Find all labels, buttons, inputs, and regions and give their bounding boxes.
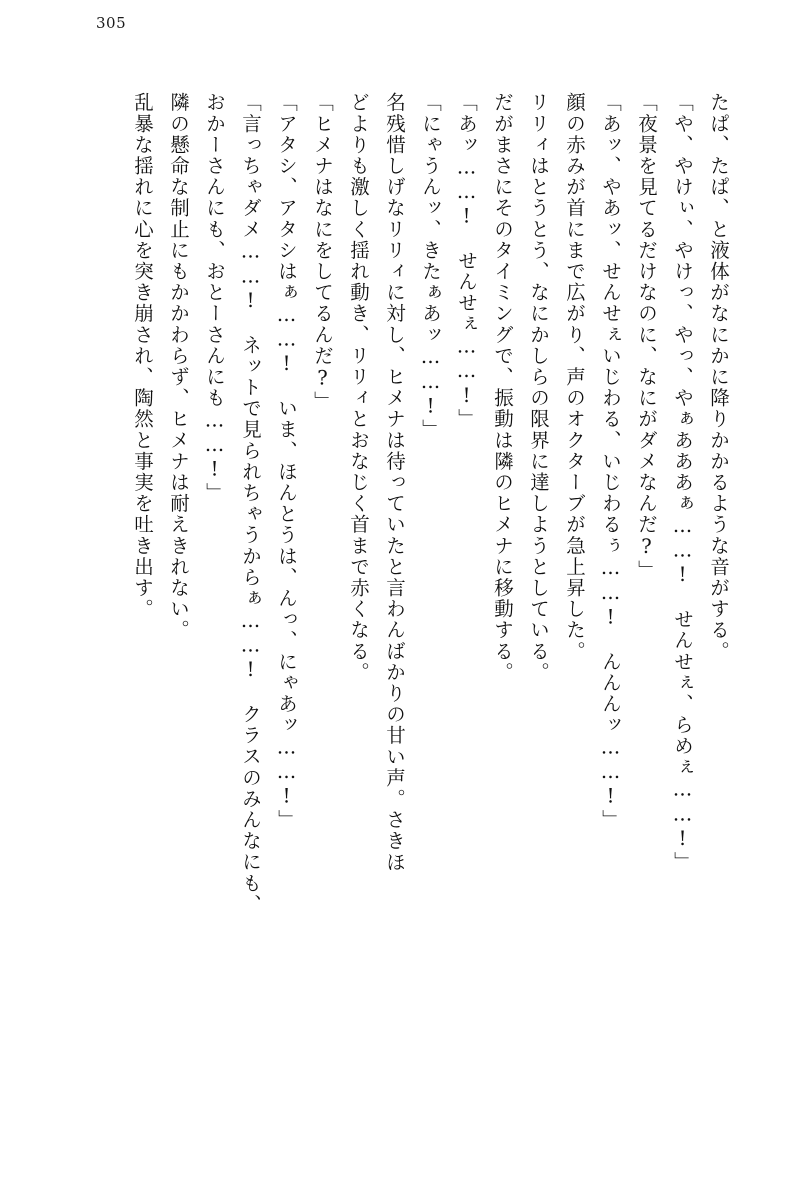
text-column: 「あッ、やあッ、せんせぇいじわる、いじわるぅ……! んんんッ……!」 <box>599 92 622 831</box>
text-column: 「ヒメナはなにをしてるんだ?」 <box>311 92 334 412</box>
text-column: 乱暴な揺れに心を突き崩され、陶然と事実を吐き出す。 <box>131 92 154 620</box>
page-number: 305 <box>96 14 127 32</box>
text-column: 「夜景を見てるだけなのに、なにがダメなんだ?」 <box>635 92 658 581</box>
text-column: 「や、やけぃ、やけっ、やっ、やぁあああぁ……! せんせぇ、らめぇ……!」 <box>671 92 694 873</box>
text-column: 「アタシ、アタシはぁ……! いま、ほんとうは、んっ、にゃあッ……!」 <box>275 92 298 831</box>
text-column: だがまさにそのタイミングで、振動は隣のヒメナに移動する。 <box>491 92 514 683</box>
text-column: 「あッ……! せんせぇ……!」 <box>455 92 478 430</box>
text-column: 隣の懸命な制止にもかかわらず、ヒメナは耐えきれない。 <box>167 92 190 641</box>
text-column: 名残惜しげなリリィに対し、ヒメナは待っていたと言わんばかりの甘い声。さきほ <box>383 92 406 873</box>
text-column: たぱ、たぱ、と液体がなにかに降りかかるような音がする。 <box>707 92 730 662</box>
vertical-text-body <box>60 92 728 1140</box>
text-column: おかーさんにも、おとーさんにも……!」 <box>203 92 226 504</box>
text-column: 顔の赤みが首にまで広がり、声のオクターブが急上昇した。 <box>563 92 586 662</box>
text-column: どよりも激しく揺れ動き、リリィとおなじく首まで赤くなる。 <box>347 92 370 683</box>
text-column: 「にゃうんッ、きたぁあッ……!」 <box>419 92 442 441</box>
text-column: リリィはとうとう、なにかしらの限界に達しようとしている。 <box>527 92 550 683</box>
text-column: 「言っちゃダメ……! ネットで見られちゃうからぁ……! クラスのみんなにも、 <box>239 92 262 915</box>
